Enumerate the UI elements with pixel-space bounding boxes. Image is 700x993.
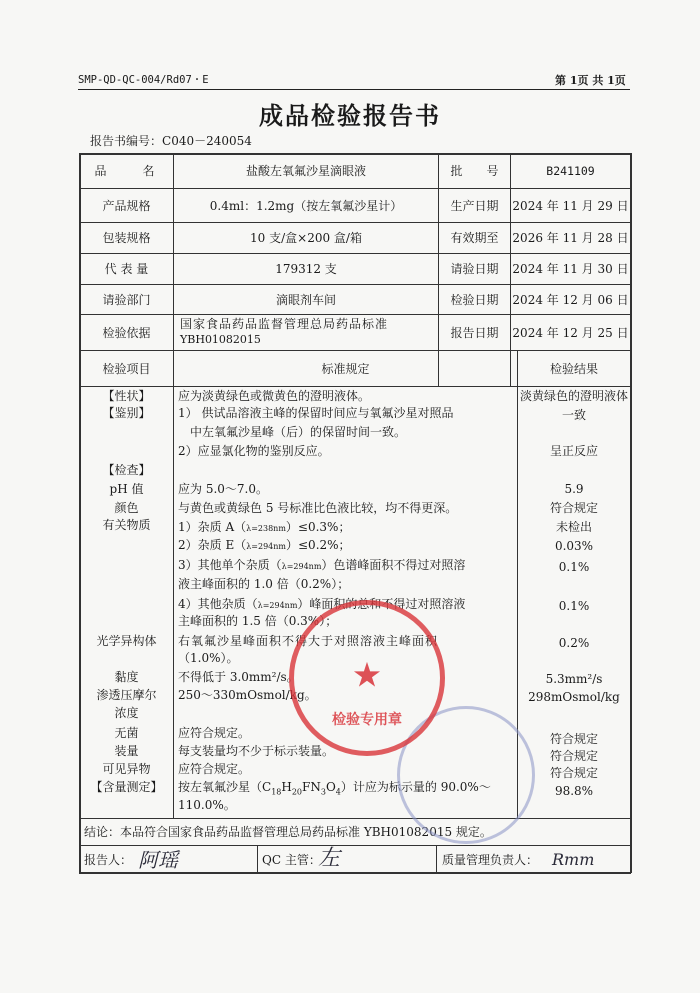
report-number-label: 报告书编号： <box>90 134 163 148</box>
mfg-date-label: 生产日期 <box>450 198 499 213</box>
std-optical-isomer-b: （1.0%）。 <box>178 651 239 665</box>
qc-signature: 左 <box>318 846 341 871</box>
std-other-single-impurity: 3）其他单个杂质（λ=294nm）色谱峰面积不得过对照溶 <box>178 558 466 572</box>
expiry-label: 有效期至 <box>450 231 499 245</box>
std-identification-2: 2）应显氯化物的鉴别反应。 <box>178 444 330 458</box>
std-assay-b: 110.0%。 <box>178 798 236 812</box>
basis-line1: 国家食品药品监督管理总局药品标准 <box>180 317 389 331</box>
res-other-single: 0.1% <box>558 560 590 574</box>
item-sterility: 无菌 <box>114 726 139 740</box>
insp-date: 2024 年 12 月 06 日 <box>512 292 629 307</box>
res-assay: 98.8% <box>554 784 594 798</box>
item-color: 颜色 <box>114 501 139 515</box>
insp-date-label: 检验日期 <box>450 292 499 307</box>
col-line <box>257 845 258 873</box>
res-identification-2: 呈正反应 <box>549 444 598 458</box>
item-tests: 【检查】 <box>102 463 151 477</box>
item-visible-particles: 可见异物 <box>102 762 151 776</box>
item-identification: 【鉴别】 <box>102 406 151 420</box>
item-assay: 【含量测定】 <box>90 780 163 794</box>
pack-label: 包装规格 <box>102 231 151 245</box>
red-seal-stamp <box>289 600 445 756</box>
res-impurity-a: 未检出 <box>555 520 592 534</box>
res-osmolality: 298mOsmol/kg <box>528 690 620 704</box>
item-osmolality-b: 浓度 <box>114 706 139 720</box>
table-border-right <box>630 153 632 873</box>
reporter-signature: 阿瑶 <box>138 848 178 872</box>
report-number <box>90 132 252 149</box>
reporter-label: 报告人： <box>84 853 133 867</box>
req-date-label: 请验日期 <box>450 262 499 276</box>
res-color: 符合规定 <box>549 501 598 515</box>
std-osmolality: 250～330mOsmol/kg。 <box>178 688 317 702</box>
col-line <box>173 350 174 818</box>
seal-star-icon: ★ <box>351 655 383 696</box>
std-appearance: 应为淡黄绿色或微黄色的澄明液体。 <box>178 389 371 403</box>
product-name: 盐酸左氧氟沙星滴眼液 <box>245 164 366 178</box>
res-impurity-e: 0.03% <box>554 539 594 553</box>
basis-label: 检验依据 <box>102 325 151 340</box>
std-impurity-e: 2）杂质 E（λ=294nm）≤0.2%； <box>178 538 351 552</box>
std-color: 与黄色或黄绿色 5 号标准比色液比较，均不得更深。 <box>178 501 458 515</box>
std-identification-1a: 1） 供试品溶液主峰的保留时间应与氧氟沙星对照品 <box>178 406 454 420</box>
std-impurity-a: 1）杂质 A（λ=238nm）≤0.3%； <box>178 520 351 534</box>
spec-label: 产品规格 <box>102 198 151 213</box>
report-date-label: 报告日期 <box>450 325 499 340</box>
mfg-date: 2024 年 11 月 29 日 <box>512 198 629 213</box>
qty: 179312 支 <box>275 262 337 276</box>
col-header-result: 检验结果 <box>549 361 598 376</box>
col-header-item: 检验项目 <box>102 361 151 376</box>
res-fill-volume: 符合规定 <box>549 749 598 763</box>
req-date: 2024 年 11 月 30 日 <box>512 262 629 276</box>
batch-label: 批 号 <box>450 164 499 178</box>
col-line <box>436 845 437 873</box>
res-sterility: 符合规定 <box>549 732 598 746</box>
seal-text: 检验专用章 <box>332 712 402 728</box>
res-optical-isomer: 0.2% <box>558 636 590 650</box>
col-header-standard: 标准规定 <box>321 361 370 376</box>
page-title: 成品检验报告书 <box>259 101 441 130</box>
table-border-bottom <box>79 872 631 874</box>
res-ph: 5.9 <box>564 482 584 496</box>
batch-number: B241109 <box>546 164 595 178</box>
basis-line2: YBH01082015 <box>180 333 261 346</box>
conclusion: 结论：本品符合国家食品药品监督管理总局药品标准 YBH01082015 规定。 <box>84 825 492 839</box>
std-ph: 应为 5.0～7.0。 <box>178 482 268 496</box>
item-related-substances: 有关物质 <box>102 518 151 532</box>
row-line <box>79 818 631 819</box>
std-viscosity: 不得低于 3.0mm²/s。 <box>178 670 299 684</box>
dept-label: 请验部门 <box>102 292 151 307</box>
expiry-date: 2026 年 11 月 28 日 <box>512 231 629 245</box>
qty-label: 代 表 量 <box>104 262 149 276</box>
std-identification-1b: 中左氧氟沙星峰（后）的保留时间一致。 <box>190 425 407 439</box>
qa-signature: Rmm <box>552 850 595 869</box>
row-line <box>79 386 631 387</box>
res-other-total: 0.1% <box>558 599 590 613</box>
pack: 10 支/盒×200 盒/箱 <box>250 231 362 245</box>
item-osmolality-a: 渗透压摩尔 <box>96 688 157 702</box>
res-viscosity: 5.3mm²/s <box>545 672 603 686</box>
item-appearance: 【性状】 <box>102 389 151 403</box>
document-code: SMP-QD-QC-004/Rd07・E <box>78 74 209 86</box>
res-appearance: 淡黄绿色的澄明液体 <box>519 389 628 403</box>
res-visible-particles: 符合规定 <box>549 766 598 780</box>
qa-label: 质量管理负责人： <box>442 853 539 867</box>
std-optical-isomer-a: 右氧氟沙星峰面积不得大于对照溶液主峰面积 <box>178 634 439 648</box>
dept: 滴眼剂车间 <box>275 292 336 307</box>
page-info: 第 1页 共 1页 <box>555 74 626 87</box>
item-viscosity: 黏度 <box>114 670 139 684</box>
std-fill-volume: 每支装量均不少于标示装量。 <box>178 744 335 758</box>
report-number-value: C040－240054 <box>162 134 252 148</box>
std-other-total-impurity-b: 主峰面积的 1.5 倍（0.3%）； <box>178 614 338 628</box>
std-assay-a: 按左氧氟沙星$(C_{18}H_{20}FN_3O_4)$计应为标示量的 90.0%～ <box>178 780 491 797</box>
std-sterility: 应符合规定。 <box>178 726 251 740</box>
item-optical-isomer: 光学异构体 <box>96 634 157 648</box>
qc-label: QC 主管： <box>262 853 321 867</box>
product-name-label: 品 名 <box>94 164 159 178</box>
spec: 0.4ml：1.2mg（按左氧氟沙星计） <box>209 198 403 213</box>
item-fill-volume: 装量 <box>114 744 139 758</box>
std-visible-particles: 应符合规定。 <box>178 762 251 776</box>
header-divider <box>78 89 630 90</box>
item-ph: pH 值 <box>109 482 144 496</box>
row-line <box>79 845 631 846</box>
std-other-single-impurity-b: 液主峰面积的 1.0 倍（0.2%）； <box>178 577 350 591</box>
res-identification-1: 一致 <box>561 408 586 422</box>
std-other-total-impurity: 4）其他杂质（λ=294nm）峰面积的总和不得过对照溶液 <box>178 597 466 611</box>
report-date: 2024 年 12 月 25 日 <box>512 325 629 340</box>
